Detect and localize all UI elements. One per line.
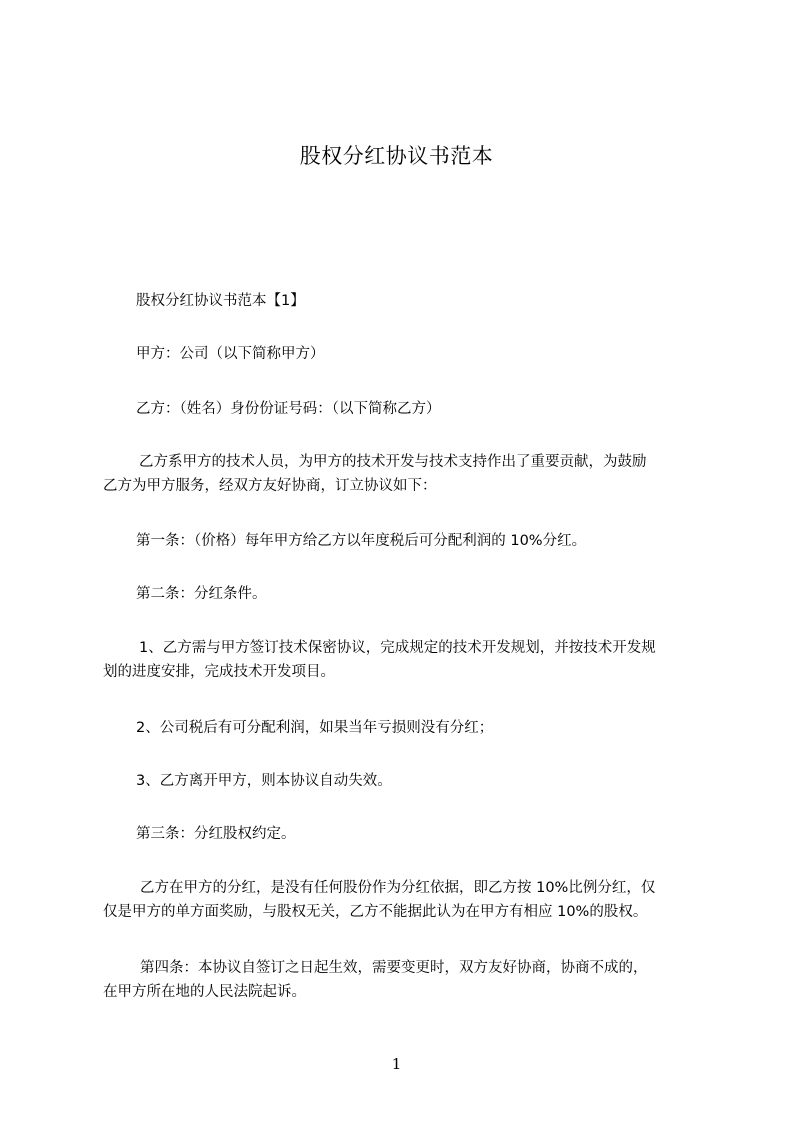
- paragraph-line: 第二条：分红条件。: [136, 586, 267, 602]
- paragraph-line: 3、乙方离开甲方，则本协议自动失效。: [136, 773, 392, 789]
- paragraph-condition-1: [103, 636, 715, 684]
- paragraph-article-3: [103, 822, 715, 846]
- paragraph-line: 在甲方所在地的人民法院起诉。: [103, 984, 306, 1000]
- paragraph-line: 仅是甲方的单方面奖励，与股权无关，乙方不能据此认为在甲方有相应 10%的股权。: [103, 904, 648, 920]
- paragraph-line: 乙方在甲方的分红，是没有任何股份作为分红依据，即乙方按 10%比例分红，仅: [140, 880, 656, 896]
- paragraph-line: 1、乙方需与甲方签订技术保密协议，完成规定的技术开发规划，并按技术开发规: [139, 640, 656, 656]
- paragraph-line: 第一条：（价格）每年甲方给乙方以年度税后可分配利润的 10%分红。: [136, 533, 587, 549]
- paragraph-line: 2、公司税后有可分配利润，如果当年亏损则没有分红；: [136, 720, 494, 736]
- paragraph-condition-2: [103, 716, 715, 740]
- paragraph-article-1: [103, 529, 715, 553]
- paragraph-party-b: [103, 397, 715, 421]
- paragraph-condition-3: [103, 769, 715, 793]
- paragraph-line: 乙方为甲方服务，经双方友好协商，订立协议如下：: [103, 478, 437, 494]
- paragraph-preamble: [103, 450, 715, 498]
- paragraph-line: 股权分红协议书范本【1】: [136, 293, 305, 309]
- paragraph-article-4: [103, 956, 715, 1004]
- paragraph-party-a: [103, 342, 715, 366]
- paragraph-line: 甲方：公司（以下简称甲方）: [136, 346, 325, 362]
- paragraph-dividend-terms: [103, 876, 715, 924]
- paragraph-line: 第四条：本协议自签订之日起生效，需要变更时，双方友好协商，协商不成的，: [140, 960, 648, 976]
- paragraph-line: 第三条：分红股权约定。: [136, 826, 296, 842]
- paragraph-line: 乙方：（姓名）身份份证号码：（以下简称乙方）: [136, 401, 441, 417]
- page-number: 1: [391, 1055, 402, 1073]
- paragraph-heading: [103, 289, 715, 313]
- paragraph-article-2: [103, 582, 715, 606]
- document-title: 股权分红协议书范本: [299, 144, 494, 168]
- paragraph-line: 划的进度安排，完成技术开发项目。: [103, 664, 335, 680]
- paragraph-line: 乙方系甲方的技术人员，为甲方的技术开发与技术支持作出了重要贡献，为鼓励: [139, 454, 647, 470]
